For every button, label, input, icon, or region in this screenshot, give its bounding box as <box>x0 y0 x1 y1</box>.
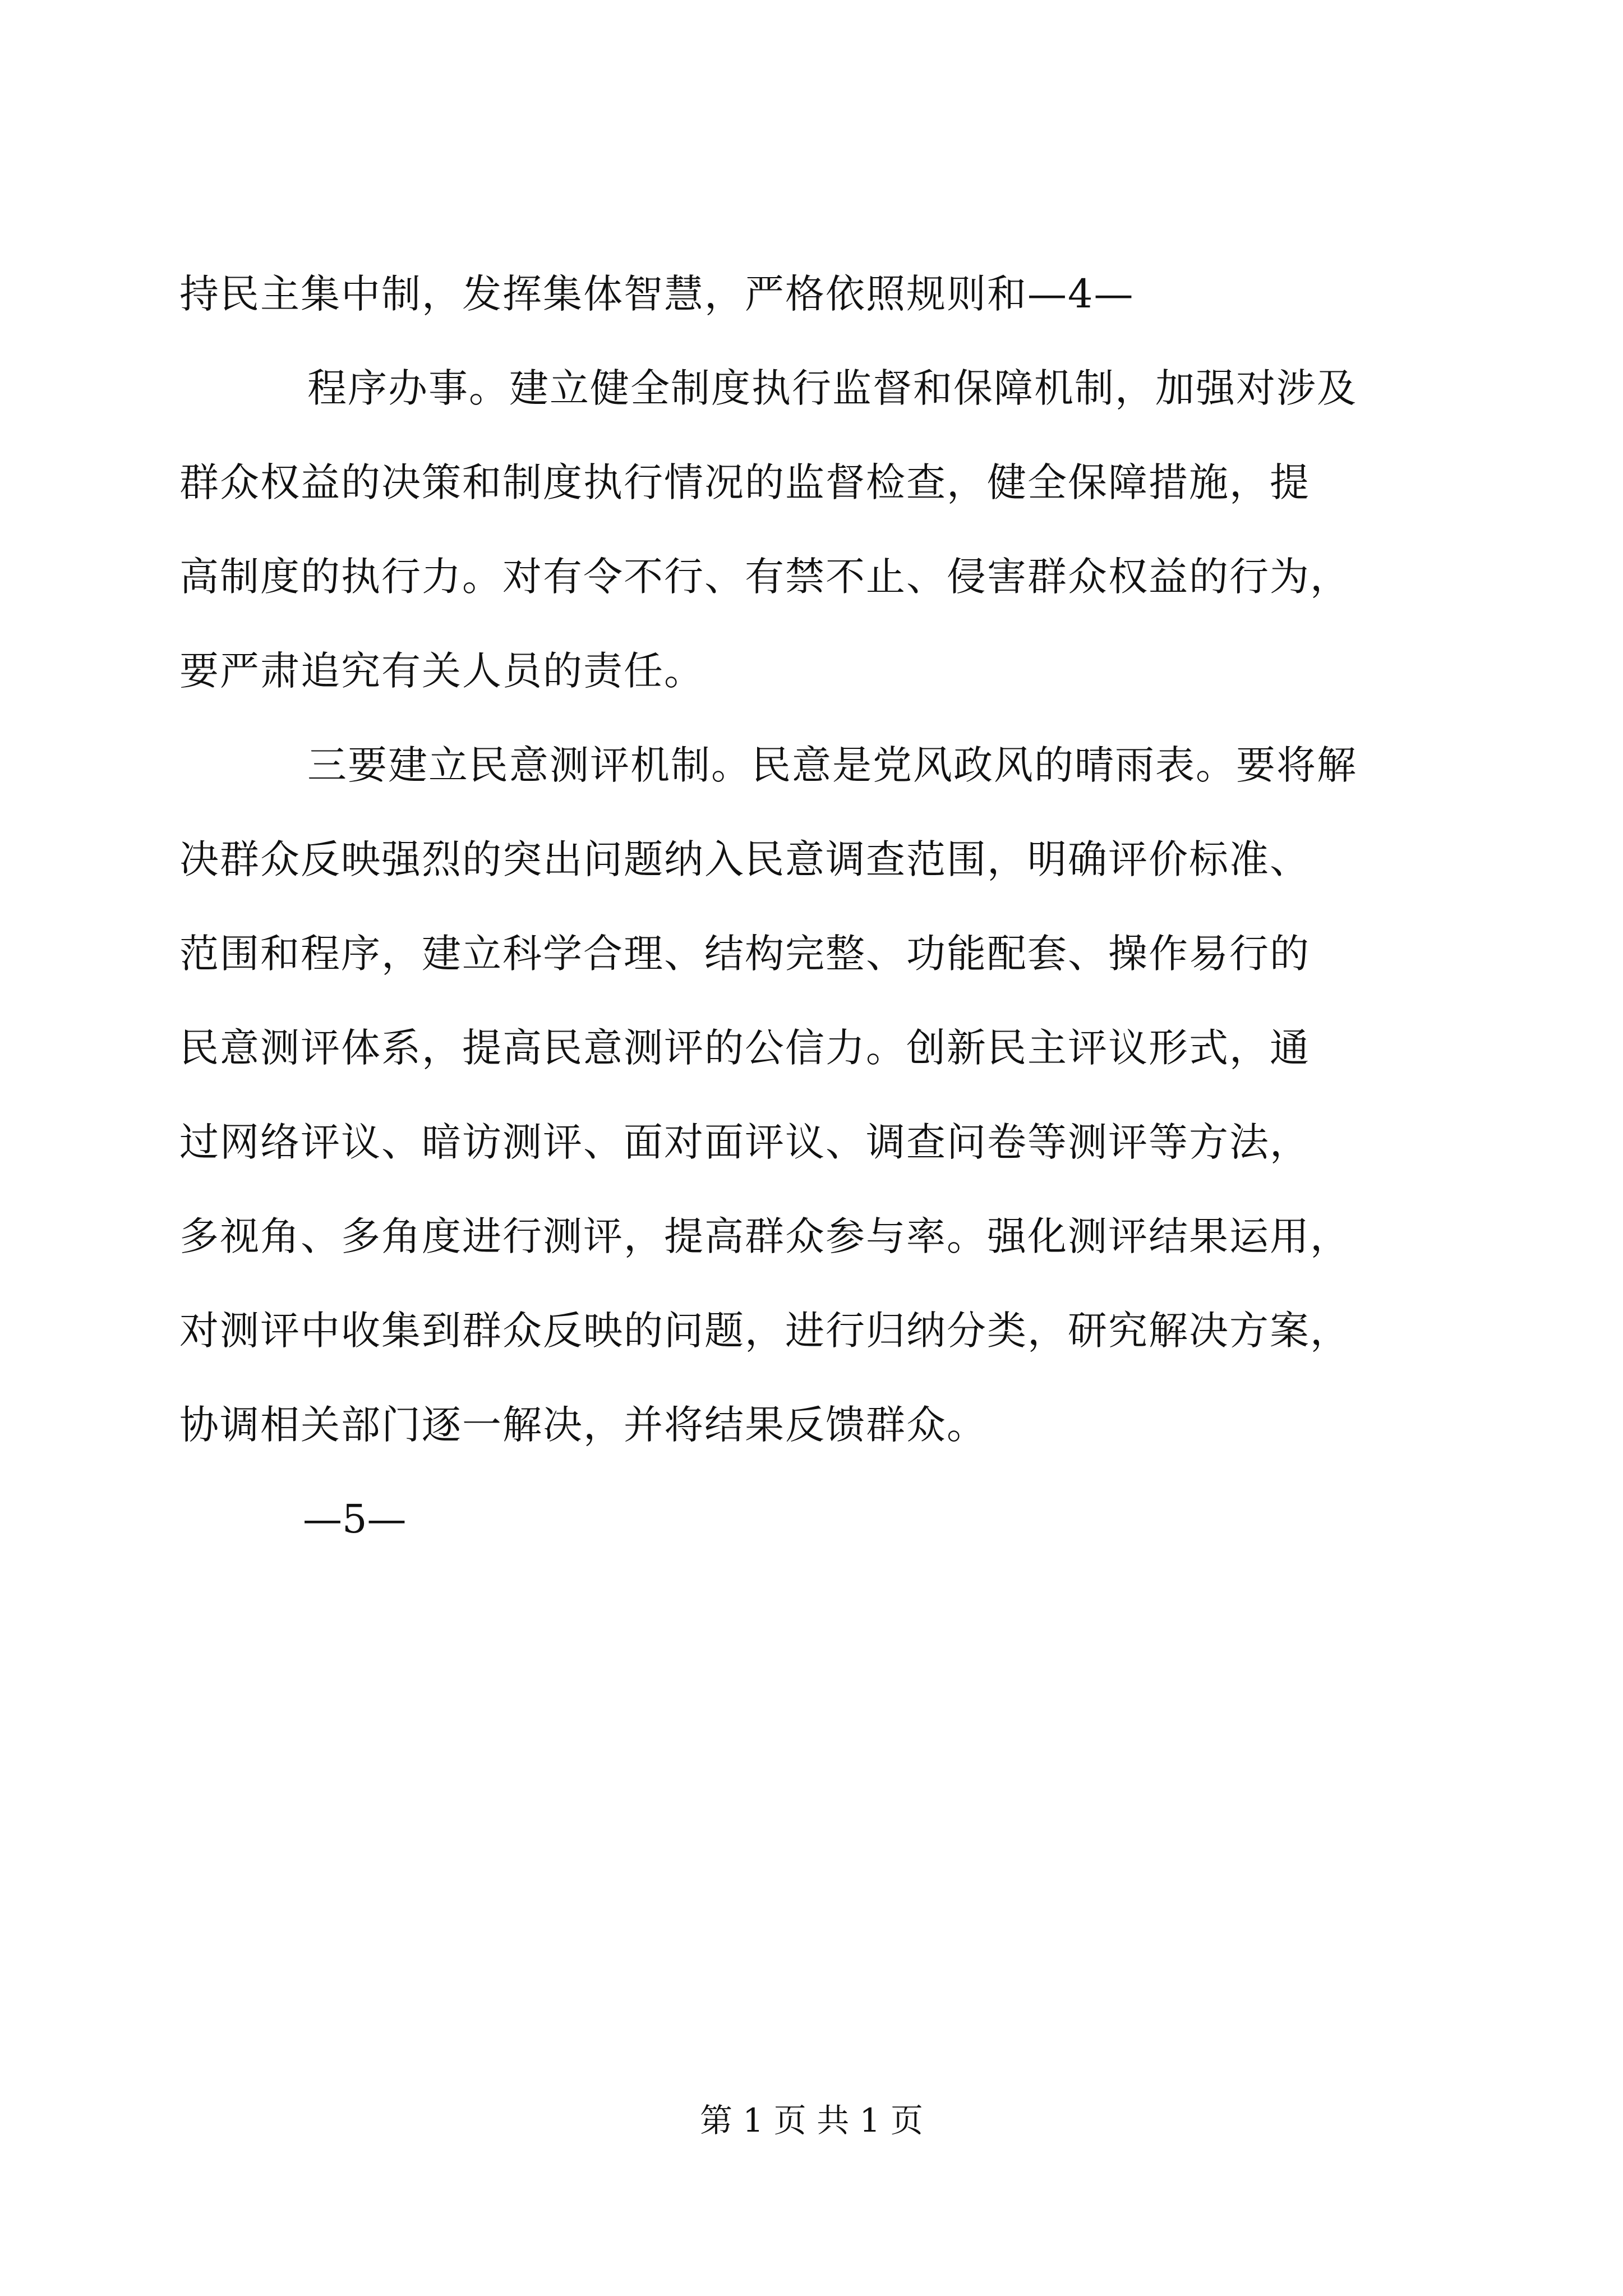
text-line: 高制度的执行力。对有令不行、有禁不止、侵害群众权益的行为， <box>179 554 1350 600</box>
paragraph-start-line: 三要建立民意测评机制。民意是党风政风的晴雨表。要将解 <box>307 742 1357 788</box>
text-line: 群众权益的决策和制度执行情况的监督检查，健全保障措施，提 <box>179 459 1310 505</box>
text-line: 持民主集中制，发挥集体智慧，严格依照规则和—4— <box>179 271 1135 317</box>
text-line: 民意测评体系，提高民意测评的公信力。创新民主评议形式，通 <box>179 1025 1310 1071</box>
text-line: 决群众反映强烈的突出问题纳入民意调查范围，明确评价标准、 <box>179 836 1310 882</box>
text-line: 多视角、多角度进行测评，提高群众参与率。强化测评结果运用， <box>179 1213 1350 1259</box>
paragraph-start-line: 程序办事。建立健全制度执行监督和保障机制，加强对涉及 <box>307 365 1357 411</box>
text-line: 协调相关部门逐一解决，并将结果反馈群众。 <box>179 1402 987 1448</box>
text-line: 要严肃追究有关人员的责任。 <box>179 648 704 694</box>
text-line: 对测评中收集到群众反映的问题，进行归纳分类，研究解决方案， <box>179 1308 1350 1354</box>
page-mark: —5— <box>303 1496 407 1542</box>
document-body <box>179 247 1441 1566</box>
text-line: 过网络评议、暗访测评、面对面评议、调查问卷等测评等方法， <box>179 1119 1310 1165</box>
page-footer: 第 1 页 共 1 页 <box>700 2101 923 2139</box>
text-line: 范围和程序，建立科学合理、结构完整、功能配套、操作易行的 <box>179 931 1310 977</box>
